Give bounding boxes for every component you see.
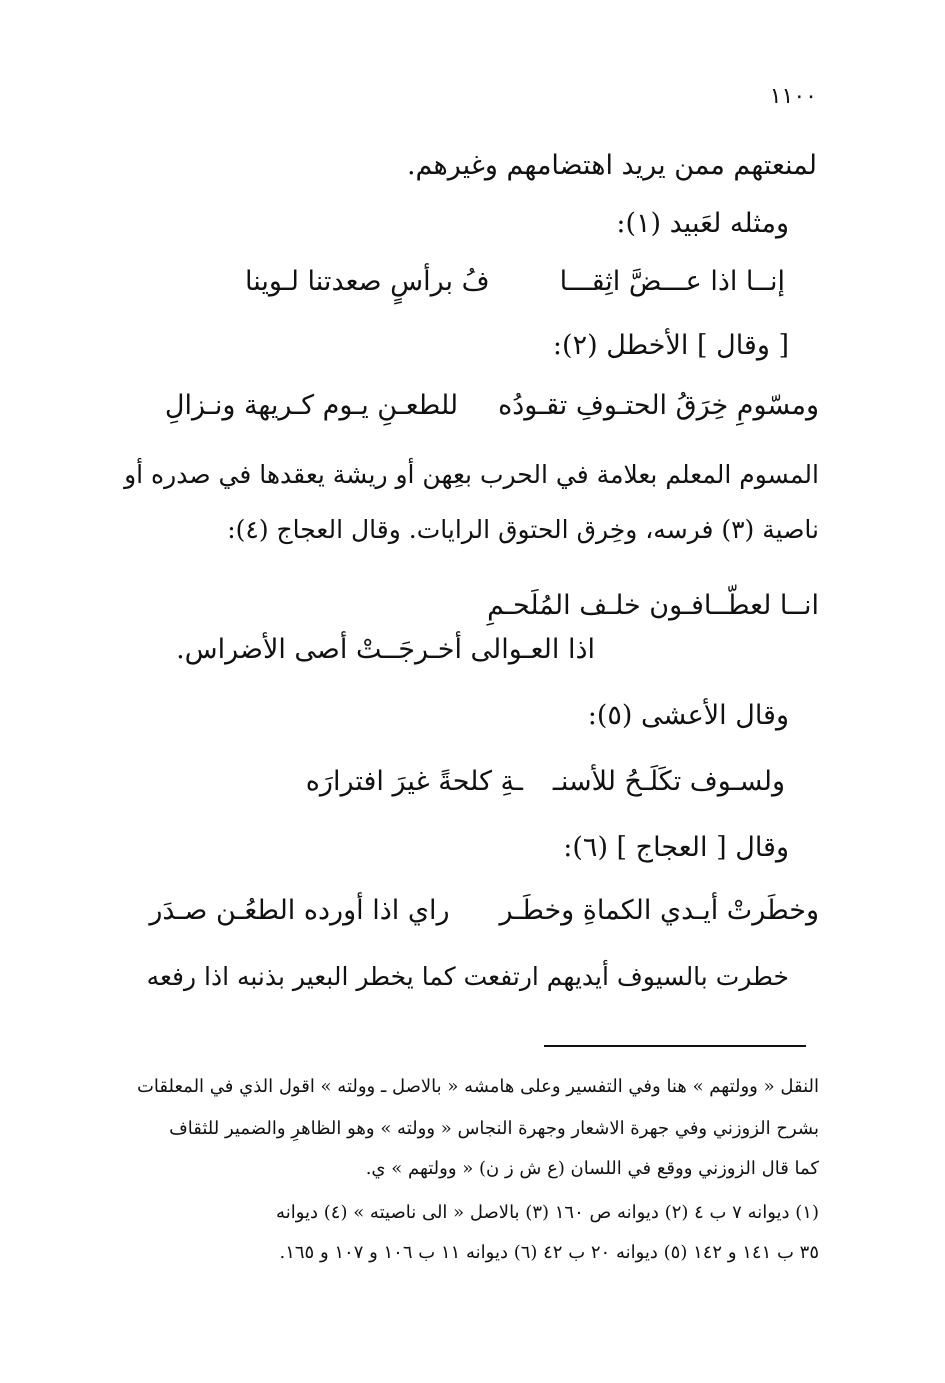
verse-hemistich: فُ برأسٍ صعدتنا لـوينا [245, 266, 490, 297]
verse-line [245, 266, 785, 298]
text-line: وقال [ العجاج ] (٦): [563, 832, 789, 863]
footnote-line: ٣٥ ب ١٤١ و ١٤٢ (٥) ديوانه ٢٠ ب ٤٢ (٦) ديوانه ١١ ب ١٠٦ و ١٠٧ و ١٦٥. [279, 1242, 819, 1263]
footnote-separator [544, 1045, 806, 1047]
verse-line [149, 895, 819, 927]
text-line: المسوم المعلم بعلامة في الحرب بعِهن أو ريشة يعقدها في صدره أو [124, 460, 819, 489]
verse-hemistich: ـةِ كلحةً غيرَ افترارَه [305, 766, 523, 797]
footnote-line: كما قال الزوزني ووقع في اللسان (ع ش ز ن) « وولتهم » ي. [365, 1158, 819, 1179]
footnote-line: بشرح الزوزني وفي جهرة الاشعار وجهرة النجاس « وولته » وهو الظاهرِ والضمير للثقاف [169, 1118, 819, 1139]
footnote-line: (١) ديوانه ٧ ب ٤ (٢) ديوانه ص ١٦٠ (٣) بالاصل « الى ناصيته » (٤) ديوانه [276, 1202, 819, 1223]
verse-line [165, 390, 819, 422]
verse-line [306, 766, 785, 798]
text-line: ومثله لعَبيد (١): [616, 208, 789, 239]
text-line: خطرت بالسيوف أيديهم ارتفعت كما يخطر البعير بذنبه اذا رفعه [146, 962, 789, 991]
verse-line: انــا لعطّــافـون خلـف المُلَحـمِ [487, 590, 819, 621]
verse-hemistich: للطعـنِ يـوم كـريهة ونـزالِ [164, 390, 459, 421]
verse-hemistich: ومسّومِ خِرَقُ الحتـوفِ تقـودُه [498, 390, 819, 421]
page-number: ١١٠٠ [769, 84, 817, 109]
verse-hemistich: ولسـوف تكَلَـحُ للأسنـ [552, 766, 785, 797]
text-line: ناصية (٣) فرسه، وخِرق الحتوق الرايات. وقال العجاج (٤): [227, 515, 819, 544]
text-line: [ وقال ] الأخطل (٢): [552, 330, 789, 361]
verse-line: اذا العـوالى أخـرجَــتْ أصى الأضراس. [176, 634, 595, 665]
verse-hemistich: راي اذا أورده الطعُـن صـدَر [149, 895, 450, 926]
verse-hemistich: إنــا اذا عـــضَّ اثِقـــا [559, 266, 785, 297]
text-line: لمنعتهم ممن يريد اهتضامهم وغيرهم. [406, 150, 817, 181]
verse-hemistich: وخطَرتْ أيـدي الكماةِ وخطَـر [499, 895, 819, 926]
text-line: وقال الأعشى (٥): [587, 700, 789, 731]
footnote-line: النقل « وولتهم » هنا وفي التفسير وعلى هامشه « بالاصل ـ وولته » اقول الذي في المعلقات [136, 1076, 819, 1097]
